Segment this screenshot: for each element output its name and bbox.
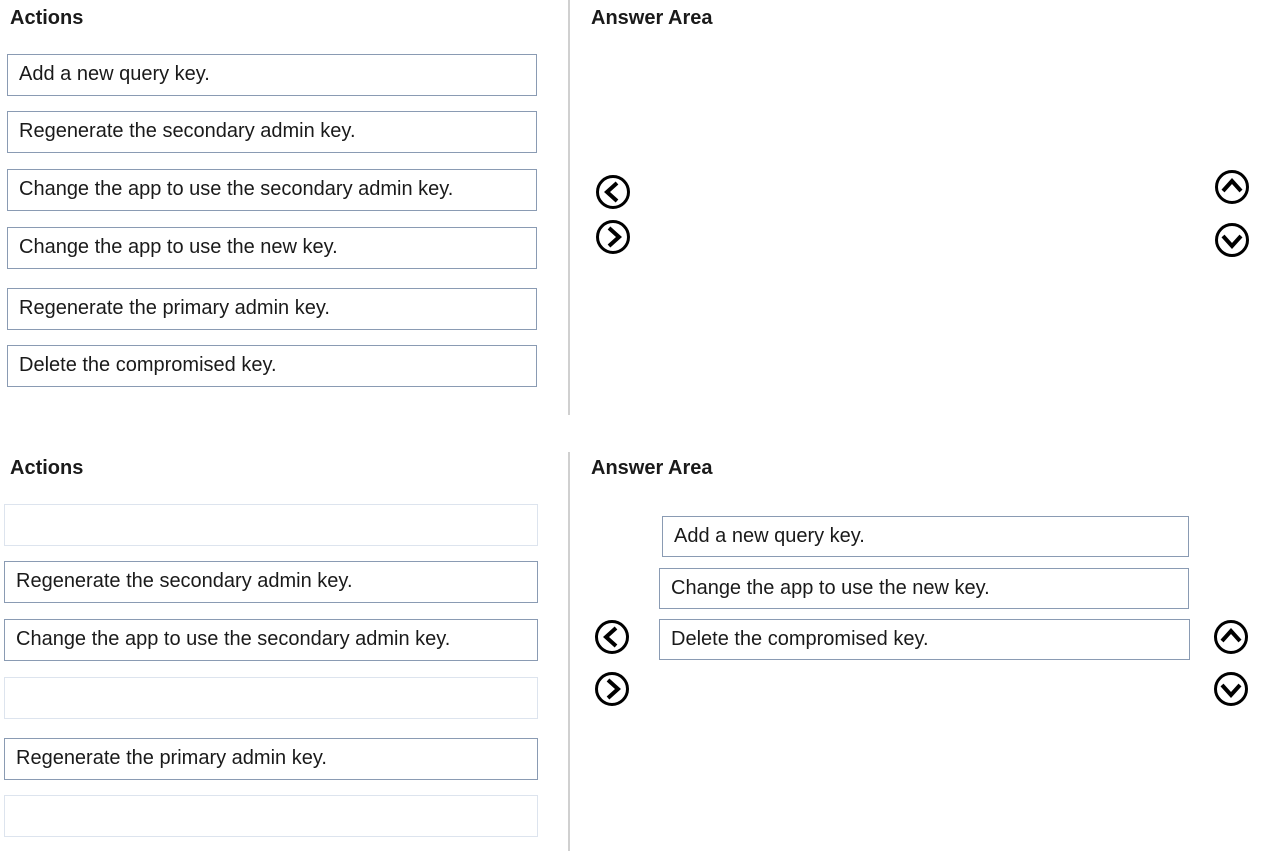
move-down-icon[interactable] (1214, 222, 1250, 258)
action-item[interactable]: Delete the compromised key. (7, 345, 537, 387)
empty-action-slot (4, 677, 538, 719)
move-right-icon[interactable] (594, 671, 630, 707)
move-right-icon[interactable] (595, 219, 631, 255)
divider (568, 0, 570, 415)
action-item[interactable]: Change the app to use the new key. (7, 227, 537, 269)
action-item[interactable]: Regenerate the primary admin key. (7, 288, 537, 330)
action-item[interactable]: Regenerate the primary admin key. (4, 738, 538, 780)
answer-item[interactable]: Delete the compromised key. (659, 619, 1190, 660)
move-up-icon[interactable] (1213, 619, 1249, 655)
move-up-icon[interactable] (1214, 169, 1250, 205)
answer-area-heading: Answer Area (591, 7, 713, 29)
action-item[interactable]: Change the app to use the secondary admin key. (7, 169, 537, 211)
divider (568, 452, 570, 851)
actions-heading: Actions (10, 7, 84, 29)
action-item[interactable]: Regenerate the secondary admin key. (7, 111, 537, 153)
action-item[interactable]: Add a new query key. (7, 54, 537, 96)
move-left-icon[interactable] (595, 174, 631, 210)
empty-action-slot (4, 795, 538, 837)
move-left-icon[interactable] (594, 619, 630, 655)
answer-area-heading: Answer Area (591, 457, 713, 479)
actions-heading: Actions (10, 457, 84, 479)
empty-action-slot (4, 504, 538, 546)
answer-item[interactable]: Change the app to use the new key. (659, 568, 1189, 609)
answer-item[interactable]: Add a new query key. (662, 516, 1189, 557)
action-item[interactable]: Regenerate the secondary admin key. (4, 561, 538, 603)
action-item[interactable]: Change the app to use the secondary admin key. (4, 619, 538, 661)
move-down-icon[interactable] (1213, 671, 1249, 707)
